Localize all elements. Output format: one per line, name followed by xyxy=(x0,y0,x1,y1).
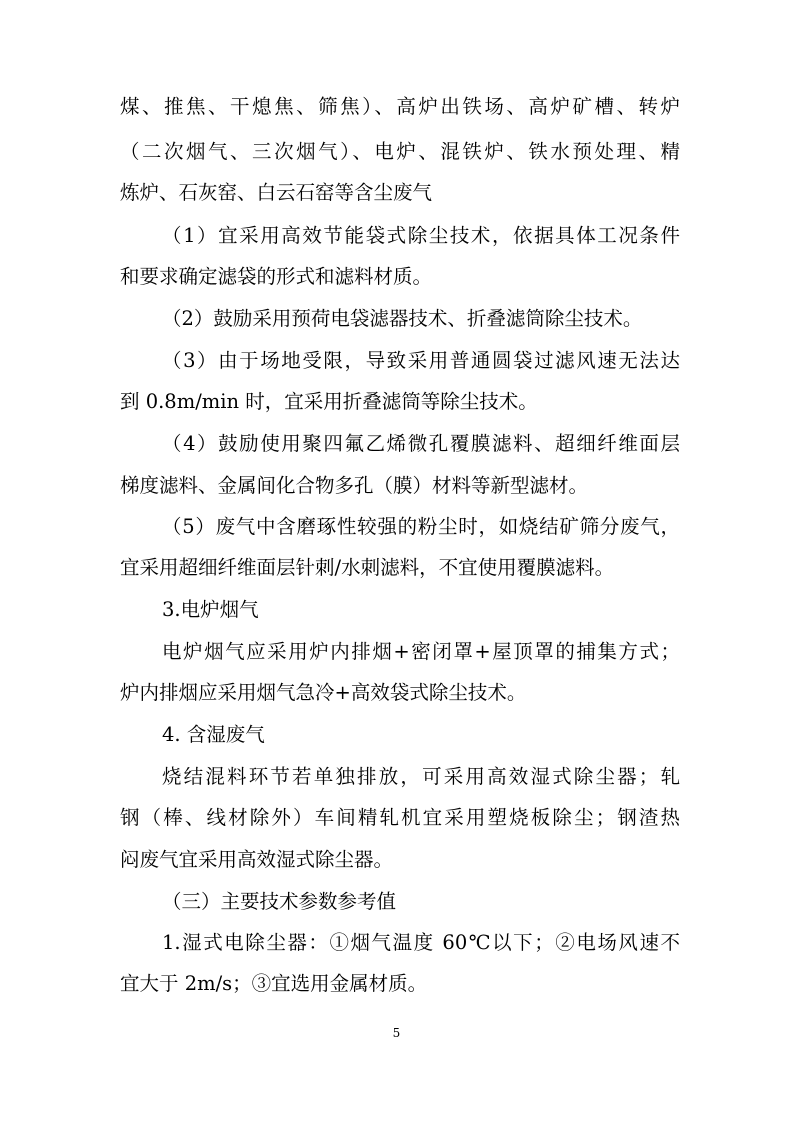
section-heading-3-params: （三）主要技术参数参考值 xyxy=(162,890,397,913)
text-line-14: 电炉烟气应采用炉内排烟+密闭罩+屋顶罩的捕集方式； xyxy=(162,640,680,663)
section-heading-3: 3.电炉烟气 xyxy=(162,598,259,621)
text-line-6: （2）鼓励采用预荷电袋滤器技术、折叠滤筒除尘技术。 xyxy=(162,307,643,330)
text-line-11: （5）废气中含磨琢性较强的粉尘时，如烧结矿筛分废气， xyxy=(162,515,680,538)
text-line-21: 1.湿式电除尘器：①烟气温度 60℃以下；②电场风速不 xyxy=(162,931,680,954)
text-line-19: 闷废气宜采用高效湿式除尘器。 xyxy=(120,848,394,871)
text-line-4: （1）宜采用高效节能袋式除尘技术，依据具体工况条件 xyxy=(162,224,680,247)
text-line-22: 宜大于 2m/s；③宜选用金属材质。 xyxy=(120,972,428,995)
text-line-8: 到 0.8m/min 时，宜采用折叠滤筒等除尘技术。 xyxy=(120,390,538,413)
text-line-12: 宜采用超细纤维面层针刺/水刺滤料，不宜使用覆膜滤料。 xyxy=(120,556,615,579)
text-line-18: 钢（棒、线材除外）车间精轧机宜采用塑烧板除尘；钢渣热 xyxy=(120,806,680,829)
text-line-7: （3）由于场地受限，导致采用普通圆袋过滤风速无法达 xyxy=(162,349,680,372)
text-line-17: 烧结混料环节若单独排放，可采用高效湿式除尘器；轧 xyxy=(162,765,680,788)
section-heading-4: 4. 含湿废气 xyxy=(162,723,265,746)
text-line-1: 煤、推焦、干熄焦、筛焦）、高炉出铁场、高炉矿槽、转炉 xyxy=(120,95,680,118)
text-line-2: （二次烟气、三次烟气）、电炉、混铁炉、铁水预处理、精 xyxy=(120,140,680,163)
text-line-5: 和要求确定滤袋的形式和滤料材质。 xyxy=(120,265,433,288)
page-number: 5 xyxy=(392,1026,401,1040)
text-line-15: 炉内排烟应采用烟气急冷+高效袋式除尘技术。 xyxy=(120,681,527,704)
text-line-9: （4）鼓励使用聚四氟乙烯微孔覆膜滤料、超细纤维面层 xyxy=(162,432,680,455)
text-line-10: 梯度滤料、金属间化合物多孔（膜）材料等新型滤材。 xyxy=(120,474,589,497)
text-line-3: 炼炉、石灰窑、白云石窑等含尘废气 xyxy=(120,181,433,204)
